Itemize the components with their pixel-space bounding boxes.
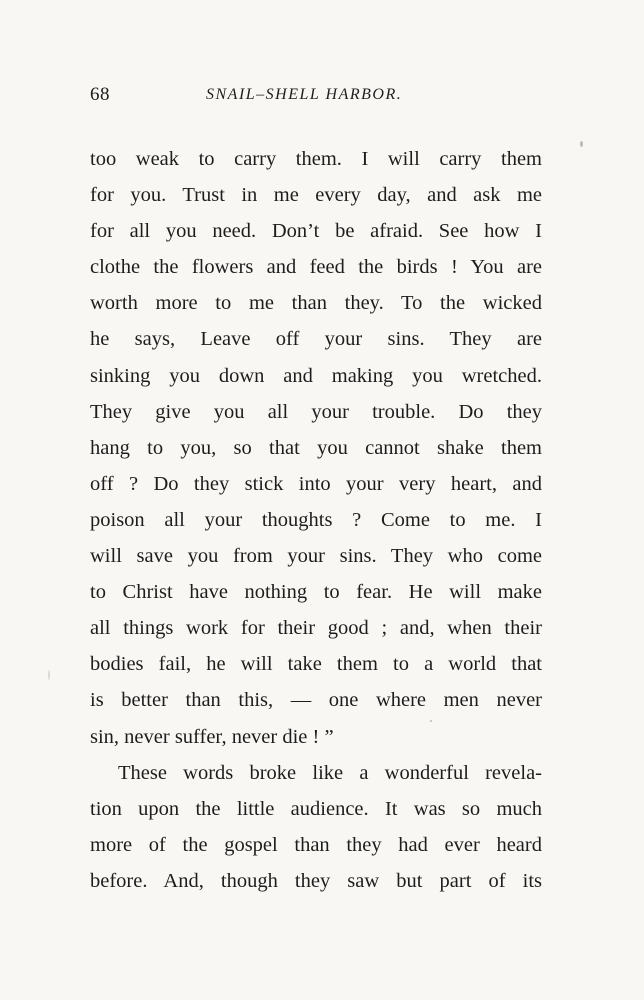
running-head [90, 84, 550, 108]
text-line: sinking you down and making you wretched. [90, 364, 542, 387]
text-line: he says, Leave off your sins. They are [90, 328, 542, 351]
text-line: sin, never suffer, never die ! ” [90, 725, 334, 748]
text-line: off ? Do they stick into your very heart, and [90, 472, 542, 495]
text-line: too weak to carry them. I will carry them [90, 148, 542, 170]
text-line: bodies fail, he will take them to a world that [90, 653, 542, 676]
text-line: all things work for their good ; and, when their [90, 617, 542, 640]
text-line: clothe the flowers and feed the birds ! You are [90, 256, 542, 279]
text-line: for all you need. Don’t be afraid. See how I [90, 220, 542, 243]
text-line: hang to you, so that you cannot shake them [90, 436, 542, 459]
paper-speck [580, 141, 583, 147]
body-text [90, 141, 542, 899]
paper-speck [430, 720, 432, 722]
text-line: for you. Trust in me every day, and ask me [90, 184, 542, 207]
text-line: poison all your thoughts ? Come to me. I [90, 508, 542, 531]
text-line: will save you from your sins. They who come [90, 545, 542, 568]
text-line: before. And, though they saw but part of its [90, 869, 542, 892]
page-number: 68 [90, 84, 110, 105]
text-line: tion upon the little audience. It was so much [90, 797, 542, 820]
text-line: more of the gospel than they had ever heard [90, 833, 542, 856]
text-line: to Christ have nothing to fear. He will make [90, 581, 542, 604]
running-title: SNAIL–SHELL HARBOR. [206, 86, 403, 103]
text-line: worth more to me than they. To the wicked [90, 292, 542, 315]
paragraph-first-line: These words broke like a wonderful revela- [118, 761, 542, 784]
text-line: They give you all your trouble. Do they [90, 400, 542, 423]
text-line: is better than this, — one where men never [90, 689, 542, 712]
paper-speck [48, 670, 50, 680]
